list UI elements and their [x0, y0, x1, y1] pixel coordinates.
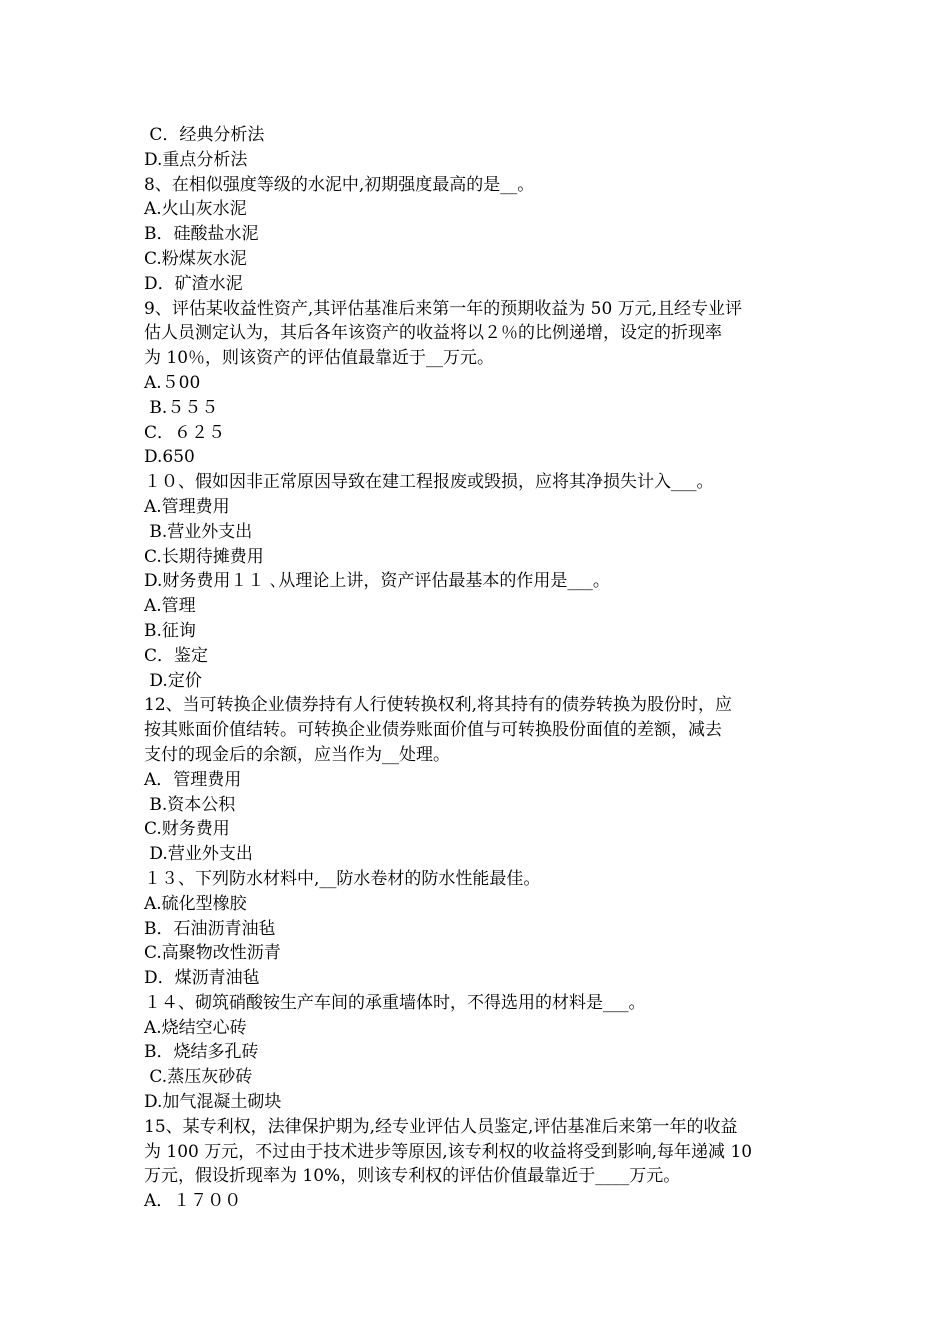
option-line: A．１７００ [144, 1191, 242, 1212]
option-line: A.硫化型橡胶 [144, 893, 247, 914]
option-line: A.烧结空心砖 [144, 1017, 247, 1038]
option-line: B．烧结多孔砖 [144, 1042, 259, 1063]
option-line: D.定价 [144, 670, 202, 691]
question-line: 9、评估某收益性资产,其评估基准后来第一年的预期收益为 50 万元,且经专业评 [144, 298, 743, 319]
option-line: A.５00 [144, 372, 201, 393]
document-body [144, 123, 809, 1214]
question-line: 12、当可转换企业债券持有人行使转换权利,将其持有的债券转换为股份时，应 [144, 695, 733, 716]
option-line: B.５５５ [144, 397, 219, 418]
option-line: B．硅酸盐水泥 [144, 224, 259, 245]
question-line: 按其账面价值结转。可转换企业债券账面价值与可转换股份面值的差额，减去 [144, 720, 722, 741]
option-line: C．６２５ [144, 422, 226, 443]
option-line: A.火山灰水泥 [144, 199, 247, 220]
option-line: B.征询 [144, 620, 196, 641]
option-line: B.资本公积 [144, 794, 236, 815]
option-line: A．管理费用 [144, 769, 242, 790]
question-line: 8、在相似强度等级的水泥中,初期强度最高的是__。 [144, 174, 535, 195]
question-line: 支付的现金后的余额，应当作为__处理。 [144, 744, 450, 765]
option-line: C．经典分析法 [144, 125, 265, 145]
option-line: C.粉煤灰水泥 [144, 248, 247, 269]
option-line: D.重点分析法 [144, 149, 248, 170]
question-line: 15、某专利权，法律保护期为,经专业评估人员鉴定,评估基准后来第一年的收益 [144, 1116, 738, 1137]
question-line: １０、假如因非正常原因导致在建工程报废或毁损，应将其净损失计入___。 [144, 472, 714, 493]
option-line: C.长期待摊费用 [144, 546, 264, 567]
option-line: C.高聚物改性沥青 [144, 943, 281, 964]
option-line: D.650 [144, 447, 195, 468]
option-line: B．石油沥青油毡 [144, 918, 276, 939]
question-line: １４、砌筑硝酸铵生产车间的承重墙体时，不得选用的材料是___。 [144, 992, 646, 1013]
option-line: C.蒸压灰砂砖 [144, 1067, 253, 1088]
option-line: D.营业外支出 [144, 844, 253, 865]
option-line: D．煤沥青油毡 [144, 968, 260, 989]
option-line: C.财务费用 [144, 819, 230, 840]
question-line: D.财务费用１１ ､从理论上讲，资产评估最基本的作用是___。 [144, 571, 610, 592]
question-line: 为 10％，则该资产的评估值最靠近于__万元。 [144, 348, 495, 369]
option-line: B.营业外支出 [144, 521, 253, 542]
question-line: １３、下列防水材料中,__防水卷材的防水性能最佳。 [144, 868, 541, 889]
option-line: D．矿渣水泥 [144, 273, 243, 294]
question-line: 为 100 万元，不过由于技术进步等原因,该专利权的收益将受到影响,每年递减 10 [144, 1141, 753, 1162]
option-line: D.加气混凝土砌块 [144, 1092, 282, 1113]
question-line: 估人员测定认为，其后各年该资产的收益将以２％的比例递增，设定的折现率 [144, 323, 722, 344]
option-line: A.管理费用 [144, 496, 230, 517]
option-line: A.管理 [144, 596, 196, 617]
question-line: 万元，假设折现率为 10%，则该专利权的评估价值最靠近于____万元。 [144, 1166, 681, 1187]
option-line: C．鉴定 [144, 645, 209, 666]
